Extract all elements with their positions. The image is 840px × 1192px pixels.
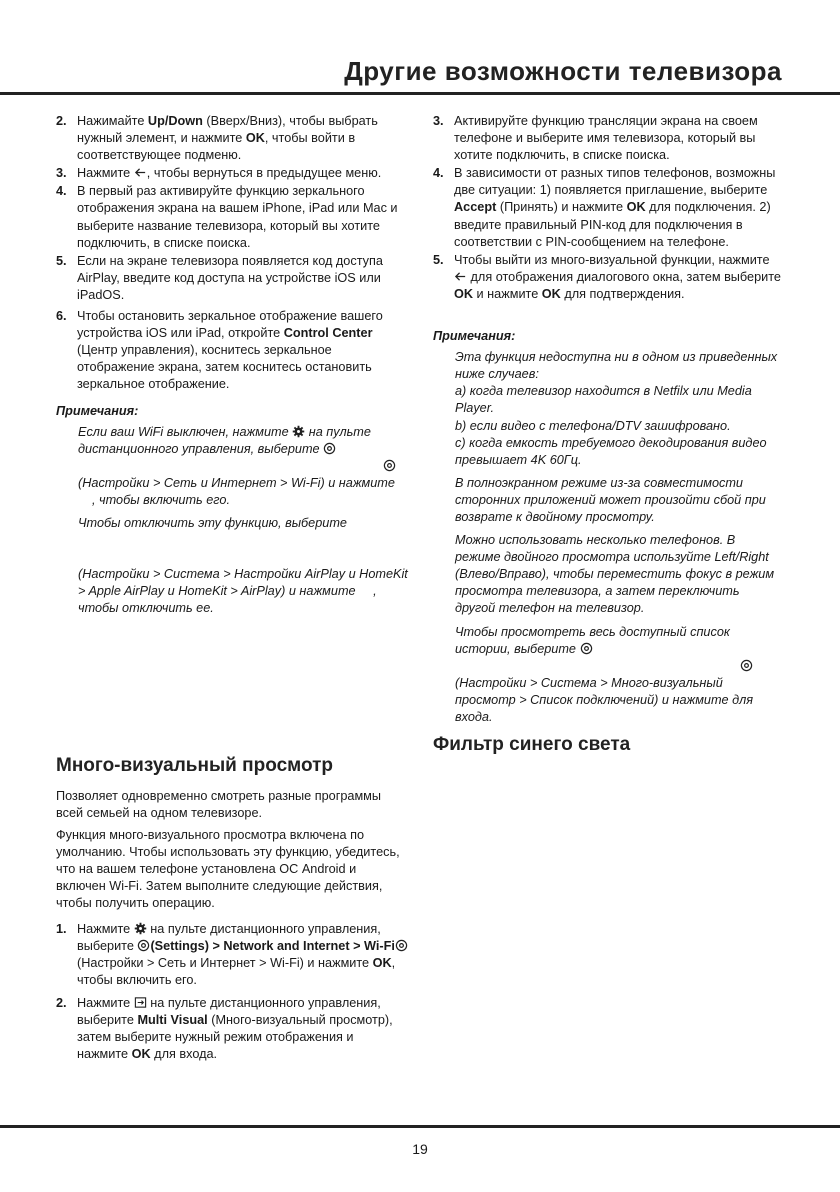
note: Чтобы отключить эту функцию, выберите (Настройки > Система > Настройки AirPlay и HomeKit > Apple AirPlay и HomeKit > AirPlay) и нажмите , чтобы отключить ее. — [78, 516, 408, 616]
list-item: 2. Нажмите на пульте дистанционного управления, выберите Multi Visual (Много-визуальный просмотр), затем выберите нужный режим отображения и нажмите OK для входа. — [56, 995, 393, 1061]
list-item: 2. Нажимайте Up/Down (Вверх/Вниз), чтобы выбрать нужный элемент, и нажмите OK, чтобы войти в соответствующее подменю. — [56, 114, 378, 163]
list-item: 4. В первый раз активируйте функцию зеркального отображения экрана на вашем iPhone, iPad или Mac и выберите название телевизора, который вы хотите подключить, в списке поиска. — [56, 184, 398, 250]
list-item: 1. Нажмите на пульте дистанционного управления, выберите (Settings) > Network and Internet > Wi-Fi (Настройки > Сеть и Интернет > Wi-Fi) и нажмите OK, чтобы включить его. — [56, 921, 408, 989]
list-item: 3. Активируйте функцию трансляции экрана на своем телефоне и выберите имя телевизора, который вы хотите подключить, в списке поиска. — [433, 114, 758, 163]
settings-icon — [740, 659, 753, 672]
list-item: 5. Чтобы выйти из много-визуальной функции, нажмите для отображения диалогового окна, затем выберите OK и нажмите OK для подтверждения. — [433, 252, 781, 301]
back-arrow-icon — [134, 166, 147, 179]
back-arrow-icon — [454, 270, 467, 283]
list-item: 4. В зависимости от разных типов телефонов, возможны две ситуации: 1) появляется приглашение, выберите Accept (Принять) и нажмите OK для подключения. 2) введите правильный PIN-код для подключения в соответствии с PIN-сообщением на телефоне. — [433, 166, 776, 249]
page-number: 19 — [412, 1141, 428, 1157]
note: Эта функция недоступна ни в одном из приведенных ниже случаев: a) когда телевизор находится в Netfilx или Media Player. b) если видео с телефона/DTV зашифровано. c) когда емкость требуемого декодирования видео превышает 4K 60Гц. — [455, 350, 778, 467]
note: Можно использовать несколько телефонов. В режиме двойного просмотра используйте Left/Right (Влево/Вправо), чтобы переместить фокус в режим просмотра телевизора, а затем переключить другой телефон на телевизор. — [455, 533, 775, 616]
footer-rule — [0, 1125, 840, 1128]
page-title: Другие возможности телевизора — [344, 56, 782, 86]
notes-heading: Примечания: — [433, 329, 516, 344]
settings-icon — [395, 939, 408, 952]
list-item: 3. Нажмите , чтобы вернуться в предыдущее меню. — [56, 166, 382, 181]
section-title: Много-визуальный просмотр — [56, 755, 333, 777]
settings-icon — [323, 442, 336, 455]
left-column — [56, 113, 408, 1064]
header-rule — [0, 92, 840, 95]
gear-icon — [134, 922, 147, 935]
note: Если ваш WiFi выключен, нажмите на пульте дистанционного управления, выберите (Настройки > Сеть и Интернет > Wi-Fi) и нажмите , чтобы включить его. — [78, 424, 395, 507]
paragraph: Позволяет одновременно смотреть разные программы всей семьей на одном телевизоре. — [56, 788, 382, 820]
gear-icon — [292, 425, 305, 438]
settings-icon — [580, 642, 593, 655]
note: В полноэкранном режиме из-за совместимости сторонних приложений может произойти сбой при возврате к двойному просмотру. — [455, 475, 766, 524]
note: Чтобы просмотреть весь доступный список истории, выберите (Настройки > Система > Много-визуальный просмотр > Список подключений) и нажмите для входа. — [455, 624, 754, 724]
list-item: 6. Чтобы остановить зеркальное отображение вашего устройства iOS или iPad, откройте Control Center (Центр управления), коснитесь зеркальное отображение экрана, затем коснитесь остановить зеркальное отображение. — [56, 309, 383, 392]
list-item: 5. Если на экране телевизора появляется код доступа AirPlay, введите код доступа на устройстве iOS или iPadOS. — [56, 253, 383, 302]
section-title: Фильтр синего света — [433, 734, 631, 756]
paragraph: Функция много-визуального просмотра включена по умолчанию. Чтобы использовать эту функцию, убедитесь, что на вашем телефоне установлена ОС Android и включен Wi-Fi. Затем выполните следующие действия, чтобы получить операцию. — [56, 827, 400, 911]
right-column — [433, 113, 783, 756]
notes-heading: Примечания: — [56, 403, 139, 418]
input-source-icon — [134, 996, 147, 1009]
settings-icon — [137, 939, 150, 952]
settings-icon — [383, 459, 396, 472]
